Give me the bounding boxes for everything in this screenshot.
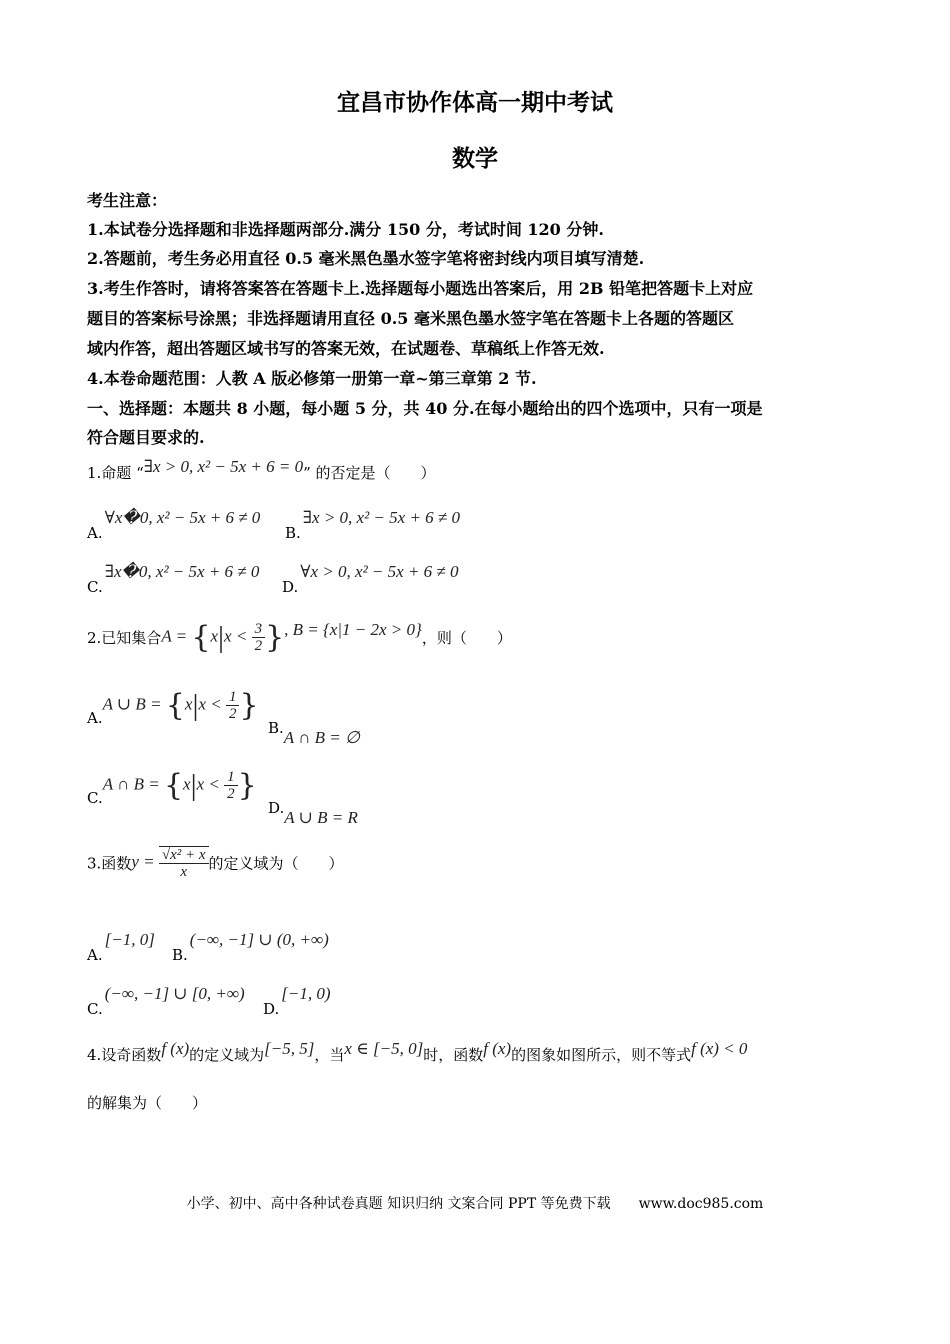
- section-heading-line-1: 一、选择题：本题共 8 小题，每小题 5 分，共 40 分.在每小题给出的四个选项中，只有一项是: [87, 399, 763, 418]
- option-expression: ∃x�0, x² − 5x + 6 ≠ 0: [104, 562, 260, 581]
- option-label: A.: [87, 708, 103, 727]
- q4-text-1: 4.设奇函数: [87, 1046, 162, 1064]
- q2-set-b: , B = {x|1 − 2x > 0}: [284, 619, 422, 639]
- option-expression: A ∪ B = {x|x < $\frac{1}{2}$ }: [102, 688, 259, 723]
- q4-function-2: f (x): [483, 1039, 512, 1058]
- option-expression: A ∩ B = {x|x < $\frac{1}{2}$ }: [102, 768, 257, 803]
- q4-condition: x ∈ [−5, 0]: [344, 1039, 424, 1058]
- exam-subject: 数学: [452, 145, 498, 172]
- option-label: A.: [87, 524, 103, 542]
- option-label: B.: [285, 524, 301, 542]
- q4-domain: [−5, 5]: [264, 1039, 315, 1058]
- option-label: C.: [87, 1000, 103, 1018]
- question-3: [87, 846, 344, 880]
- q1-option-d[interactable]: [282, 562, 459, 596]
- q4-inequality: f (x) < 0: [691, 1039, 748, 1058]
- notice-line-4: 题目的答案标号涂黑；非选择题请用直径 0.5 毫米黑色墨水签字笔在答题卡上各题的答题区: [87, 309, 734, 328]
- q3-expression: y = $\frac{\text{√x² + x}}{x}$: [131, 846, 208, 880]
- q3-option-a[interactable]: [87, 930, 155, 964]
- notice-line-6: 4.本卷命题范围：人教 A 版必修第一册第一章~第三章第 2 节.: [87, 369, 537, 388]
- option-label: D.: [263, 1000, 280, 1018]
- q2-set-a: A = {x|x < $\frac{3}{2}$ }: [161, 620, 285, 655]
- option-label: D.: [268, 799, 285, 817]
- q3-prefix: 3.函数: [87, 854, 132, 873]
- footer-url-link[interactable]: www.doc985.com: [638, 1196, 764, 1212]
- option-label: D.: [282, 578, 299, 596]
- q2-option-d[interactable]: [268, 798, 358, 827]
- option-label: C.: [87, 788, 103, 807]
- q4-line-2: 的解集为（ ）: [87, 1094, 208, 1112]
- question-4: [87, 1039, 748, 1065]
- q1-option-c[interactable]: [87, 562, 260, 596]
- q1-prefix: 1.命题 “: [87, 464, 144, 482]
- notice-line-2: 2.答题前，考生务必用直径 0.5 毫米黑色墨水签字笔将密封线内项目填写清楚.: [87, 249, 645, 268]
- exam-title: 宜昌市协作体高一期中考试: [337, 89, 613, 116]
- option-expression: ∀x > 0, x² − 5x + 6 ≠ 0: [300, 562, 459, 581]
- q3-suffix: 的定义域为（ ）: [208, 854, 344, 873]
- q3-option-d[interactable]: [263, 984, 331, 1018]
- option-label: A.: [87, 946, 103, 964]
- option-label: C.: [87, 578, 103, 596]
- notice-line-3: 3.考生作答时，请将答案答在答题卡上.选择题每小题选出答案后，用 2B 铅笔把答题卡上对应: [87, 279, 754, 298]
- q2-suffix: ，则（ ）: [421, 629, 512, 647]
- option-expression: [−1, 0): [281, 984, 331, 1003]
- q1-suffix: ” 的否定是（ ）: [303, 464, 436, 482]
- q1-option-b[interactable]: [285, 508, 460, 542]
- option-expression: ∀x�0, x² − 5x + 6 ≠ 0: [104, 508, 261, 527]
- notice-line-5: 域内作答，超出答题区域书写的答案无效，在试题卷、草稿纸上作答无效.: [87, 339, 605, 358]
- question-2: [87, 620, 512, 655]
- option-label: B.: [172, 946, 188, 964]
- notice-line-1: 1.本试卷分选择题和非选择题两部分.满分 150 分，考试时间 120 分钟.: [87, 220, 604, 239]
- q4-text-5: 的图象如图所示，则不等式: [511, 1046, 692, 1064]
- q2-prefix: 2.已知集合: [87, 629, 162, 647]
- q1-expression: ∃x > 0, x² − 5x + 6 = 0: [143, 457, 304, 476]
- q2-option-c[interactable]: [87, 768, 257, 807]
- notice-heading: 考生注意：: [87, 191, 168, 210]
- q4-text-4: 时，函数: [423, 1046, 484, 1064]
- option-label: B.: [268, 719, 284, 737]
- option-expression: A ∪ B = R: [284, 808, 358, 827]
- option-expression: [−1, 0]: [104, 930, 155, 949]
- section-heading-line-2: 符合题目要求的.: [87, 428, 205, 447]
- page-footer: [0, 1193, 950, 1213]
- option-expression: (−∞, −1] ∪ [0, +∞): [104, 984, 245, 1003]
- q2-option-a[interactable]: [87, 688, 259, 727]
- q4-function: f (x): [161, 1039, 190, 1058]
- q2-option-b[interactable]: [268, 718, 360, 747]
- option-expression: (−∞, −1] ∪ (0, +∞): [189, 930, 329, 949]
- option-expression: A ∩ B = ∅: [283, 728, 360, 747]
- q4-text-2: 的定义域为: [189, 1046, 265, 1064]
- q3-option-c[interactable]: [87, 984, 245, 1018]
- question-1: [87, 457, 436, 483]
- q4-text-3: ，当: [314, 1046, 345, 1064]
- footer-text: 小学、初中、高中各种试卷真题 知识归纳 文案合同 PPT 等免费下载: [186, 1196, 611, 1212]
- option-expression: ∃x > 0, x² − 5x + 6 ≠ 0: [302, 508, 460, 527]
- q1-option-a[interactable]: [87, 508, 261, 542]
- q3-option-b[interactable]: [172, 930, 329, 964]
